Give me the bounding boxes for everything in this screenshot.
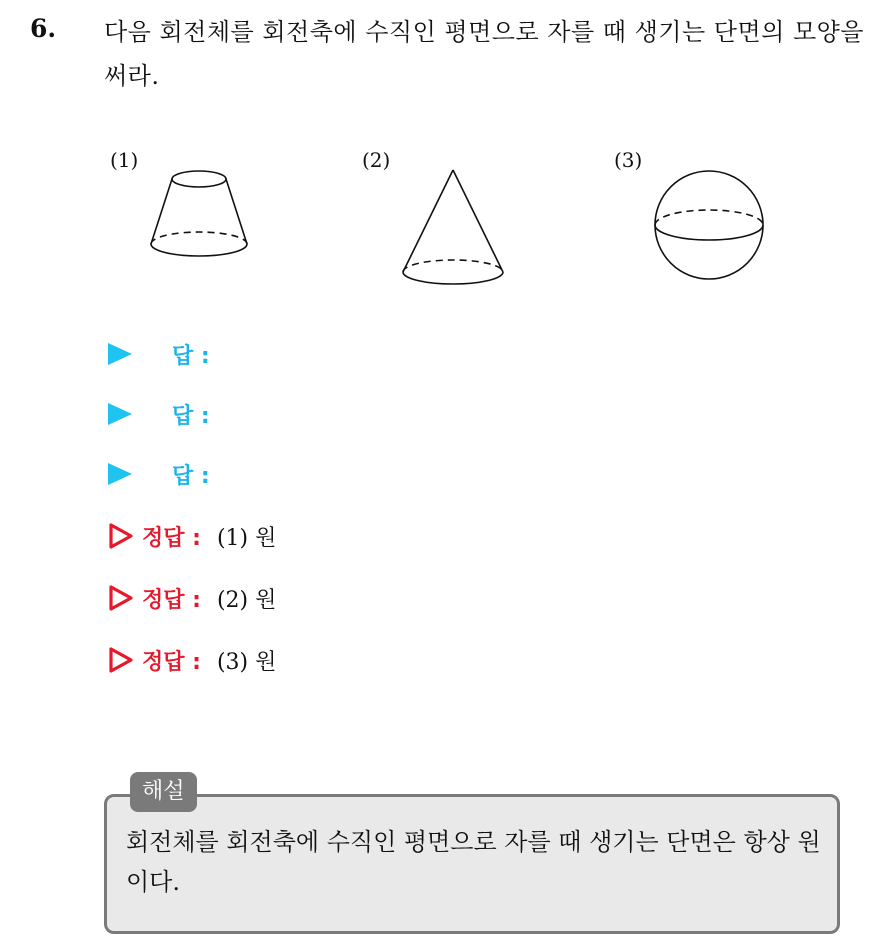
- answer-row-1: [108, 336, 210, 372]
- correct-answer-label: 정답 :: [142, 525, 201, 551]
- truncated-cone-figure: [148, 168, 252, 264]
- correct-answer-row-2: [108, 580, 276, 616]
- explanation-title: 해설: [130, 772, 197, 812]
- play-arrow-icon: [108, 463, 132, 485]
- hollow-triangle-icon: [108, 584, 134, 612]
- sphere-figure: [652, 168, 766, 282]
- correct-answer-value: (3) 원: [216, 649, 277, 675]
- correct-answer-value: (1) 원: [216, 525, 277, 551]
- answer-row-3: [108, 456, 210, 492]
- correct-answer-label: 정답 :: [142, 649, 201, 675]
- figure-label-2: (2): [362, 148, 391, 172]
- correct-answer-value: (2) 원: [216, 587, 277, 613]
- correct-answer-row-1: [108, 518, 276, 554]
- figure-label-3: (3): [614, 148, 643, 172]
- answer-row-2: [108, 396, 210, 432]
- answer-label: 답 :: [172, 403, 210, 429]
- answer-label: 답 :: [172, 343, 210, 369]
- hollow-triangle-icon: [108, 646, 134, 674]
- explanation-text: 회전체를 회전축에 수직인 평면으로 자를 때 생기는 단면은 항상 원이다.: [126, 828, 821, 896]
- cone-figure: [400, 168, 506, 288]
- answer-label: 답 :: [172, 463, 210, 489]
- question-number: 6.: [30, 14, 57, 43]
- play-arrow-icon: [108, 343, 132, 365]
- figure-label-1: (1): [110, 148, 139, 172]
- play-arrow-icon: [108, 403, 132, 425]
- correct-answer-row-3: [108, 642, 276, 678]
- question-text: 다음 회전체를 회전축에 수직인 평면으로 자를 때 생기는 단면의 모양을 써라.: [104, 18, 864, 90]
- hollow-triangle-icon: [108, 522, 134, 550]
- correct-answer-label: 정답 :: [142, 587, 201, 613]
